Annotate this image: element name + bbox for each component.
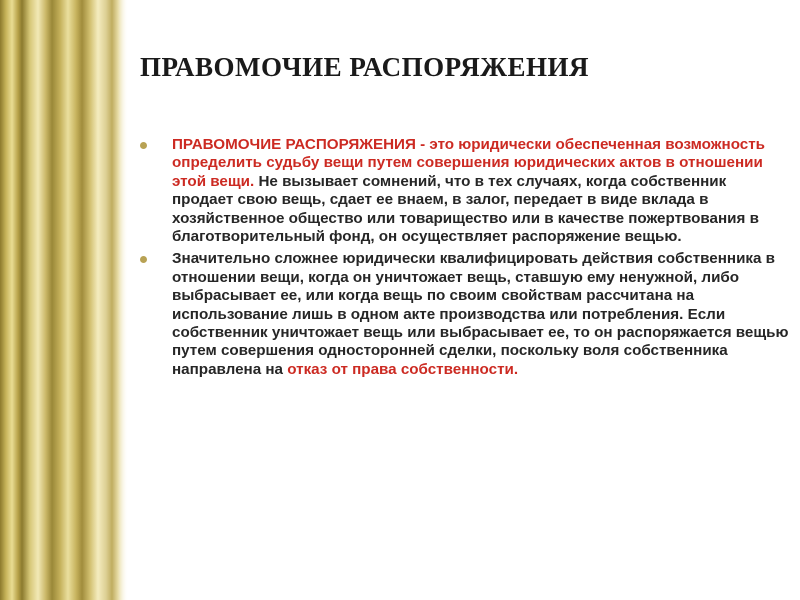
qualification-red-text: отказ от права собственности. — [287, 360, 519, 378]
qualification-dark-text: Значительно сложнее юридически квалифицировать действия собственника в отношении вещи, когда он уничтожает вещь, ставшую ему ненужной, либо выбрасывает ее, или когда вещь по своим свойствам рассчитана на использование лишь в одном акте производства или потребления. Если собственник уничтожает вещь или выбрасывает ее, то он распоряжается вещью путем совершения односторонней сделки, поскольку воля собственника направлена на — [172, 250, 789, 378]
bullet-item-definition — [140, 136, 790, 246]
slide-title: ПРАВОМОЧИЕ РАСПОРЯЖЕНИЯ — [140, 52, 589, 82]
definition-dark-text: Не вызывает сомнений, что в тех случаях, когда собственник продает свою вещь, сдает ее внаем, в залог, передает в виде вклада в хозяйственное общество или товарищество или в качестве пожертвования в благотворительный фонд, он осуществляет распоряжение вещью. — [172, 172, 759, 246]
slide-body — [140, 136, 790, 383]
bullet-dot-icon — [140, 256, 147, 263]
decorative-gold-stripes — [0, 0, 128, 600]
definition-red-text: ПРАВОМОЧИЕ РАСПОРЯЖЕНИЯ - это юридически обеспеченная возможность определить судьбу вещи путем совершения юридических актов в отношении этой вещи. — [172, 136, 765, 190]
bullet-dot-icon — [140, 142, 147, 149]
bullet-item-qualification — [140, 250, 790, 379]
